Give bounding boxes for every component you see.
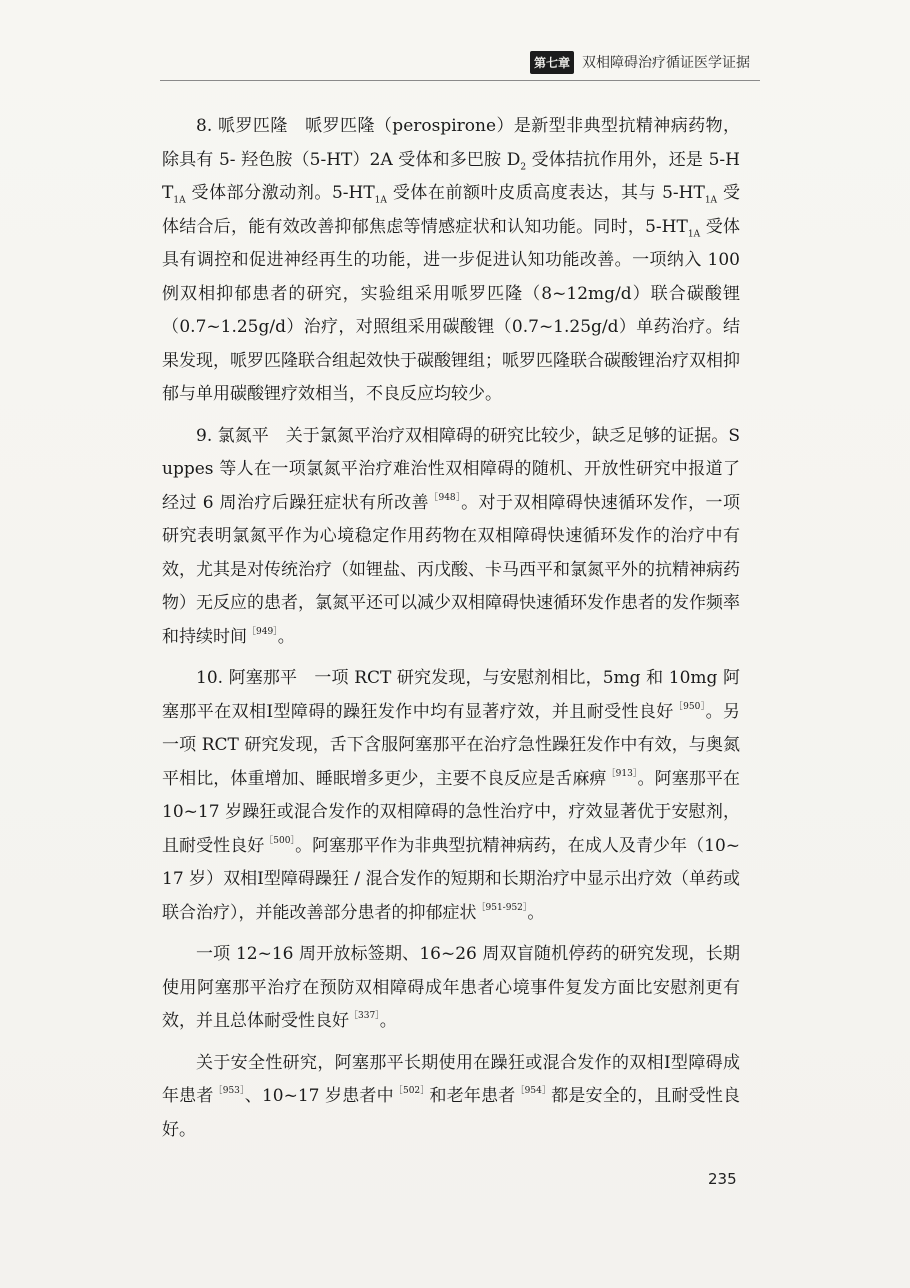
paragraph-safety	[162, 1047, 740, 1148]
text-run: 。	[379, 1011, 397, 1031]
subscript: 1A	[374, 195, 387, 206]
subscript: 1A	[704, 195, 718, 206]
text-run: 受体具有调控和促进神经再生的功能，进一步促进认知功能改善。一项纳入 100 例双相抑郁患者的研究，实验组采用哌罗匹隆（8~12mg/d）联合碳酸锂（0.7~1.25g/d）治疗，对照组采用碳酸锂（0.7~1.25g/d）单药治疗。结果发现，哌罗匹隆联合组起效快于碳酸锂组；哌罗匹隆联合碳酸锂治疗双相抑郁与单用碳酸锂疗效相当，不良反应均较少。	[162, 216, 740, 404]
citation-ref: ［500］	[264, 835, 296, 846]
citation-ref: ［953］	[213, 1086, 245, 1097]
text-run: 、10~17 岁患者中	[244, 1086, 394, 1106]
text-run: 都是安全的，且耐受性良好。	[162, 1086, 741, 1140]
text-run: 。阿塞那平在 10~17 岁躁狂或混合发作的双相障碍的急性治疗中，疗效显著优于安慰剂，且耐受性良好	[162, 768, 741, 856]
citation-ref: ［950］	[673, 701, 706, 712]
body-text	[162, 110, 740, 1155]
paragraph-long-term-study	[162, 938, 740, 1039]
text-run: 。另一项 RCT 研究发现，舌下含服阿塞那平在治疗急性躁狂发作中有效，与奥氮平相比，体重增加、睡眠增多更少，主要不良反应是舌麻痹	[162, 701, 741, 789]
text-run: 和老年患者	[429, 1086, 516, 1106]
text-run: 受体部分激动剂。5-HT	[185, 183, 375, 203]
text-run: 9. 氯氮平 关于氯氮平治疗双相障碍的研究比较少，缺乏足够的证据。Suppes 等人在一项氯氮平治疗难治性双相障碍的随机、开放性研究中报道了经过 6 周治疗后躁狂症状有所改善	[162, 425, 740, 513]
citation-ref: ［913］	[606, 768, 638, 779]
citation-ref: ［954］	[515, 1086, 552, 1097]
citation-ref: ［337］	[349, 1011, 380, 1022]
citation-ref: ［948］	[429, 492, 462, 503]
paragraph-clozapine	[162, 420, 740, 655]
text-run: 关于安全性研究，阿塞那平长期使用在躁狂或混合发作的双相Ⅰ型障碍成年患者	[162, 1052, 740, 1106]
text-run: 一项 12~16 周开放标签期、16~26 周双盲随机停药的研究发现，长期使用阿塞那平治疗在预防双相障碍成年患者心境事件复发方面比安慰剂更有效，并且总体耐受性良好	[162, 944, 740, 1031]
text-run: 8. 哌罗匹隆 哌罗匹隆（perospirone）是新型非典型抗精神病药物，除具有 5- 羟色胺（5-HT）2A 受体和多巴胺 D	[162, 116, 740, 170]
page-number: 235	[708, 1170, 737, 1188]
running-title: 双相障碍治疗循证医学证据	[582, 55, 751, 71]
text-run: 受体在前额叶皮质高度表达，其与 5-HT	[386, 183, 705, 203]
citation-ref: ［951-952］	[476, 902, 528, 913]
text-run: 。	[277, 626, 295, 647]
citation-ref: ［502］	[393, 1086, 430, 1097]
citation-ref: ［949］	[247, 626, 278, 637]
header-rule	[160, 80, 760, 81]
paragraph-perospirone	[162, 110, 740, 412]
subscript: 1A	[173, 195, 186, 206]
paragraph-asenapine	[162, 662, 740, 930]
text-run: 受体拮抗作用外，还是 5-HT	[162, 149, 740, 203]
text-run: 。	[527, 902, 545, 923]
text-run: 。对于双相障碍快速循环发作，一项研究表明氯氮平作为心境稳定作用药物在双相障碍快速循环发作的治疗中有效，尤其是对传统治疗（如锂盐、丙戊酸、卡马西平和氯氮平外的抗精神病药物）无反应的患者，氯氮平还可以减少双相障碍快速循环发作患者的发作频率和持续时间	[162, 492, 741, 647]
text-run: 受体结合后，能有效改善抑郁焦虑等情感症状和认知功能。同时，5-HT	[162, 183, 741, 237]
chapter-badge: 第七章	[530, 51, 574, 74]
text-run: 。阿塞那平作为非典型抗精神病药，在成人及青少年（10~17 岁）双相Ⅰ型障碍躁狂 / 混合发作的短期和长期治疗中显示出疗效（单药或联合治疗），并能改善部分患者的抑郁症状	[162, 835, 740, 923]
text-run: 10. 阿塞那平 一项 RCT 研究发现，与安慰剂相比，5mg 和 10mg 阿塞那平在双相Ⅰ型障碍的躁狂发作中均有显著疗效，并且耐受性良好	[162, 668, 740, 722]
subscript: 1A	[687, 228, 701, 239]
subscript: 2	[520, 161, 527, 172]
running-head	[530, 48, 760, 76]
